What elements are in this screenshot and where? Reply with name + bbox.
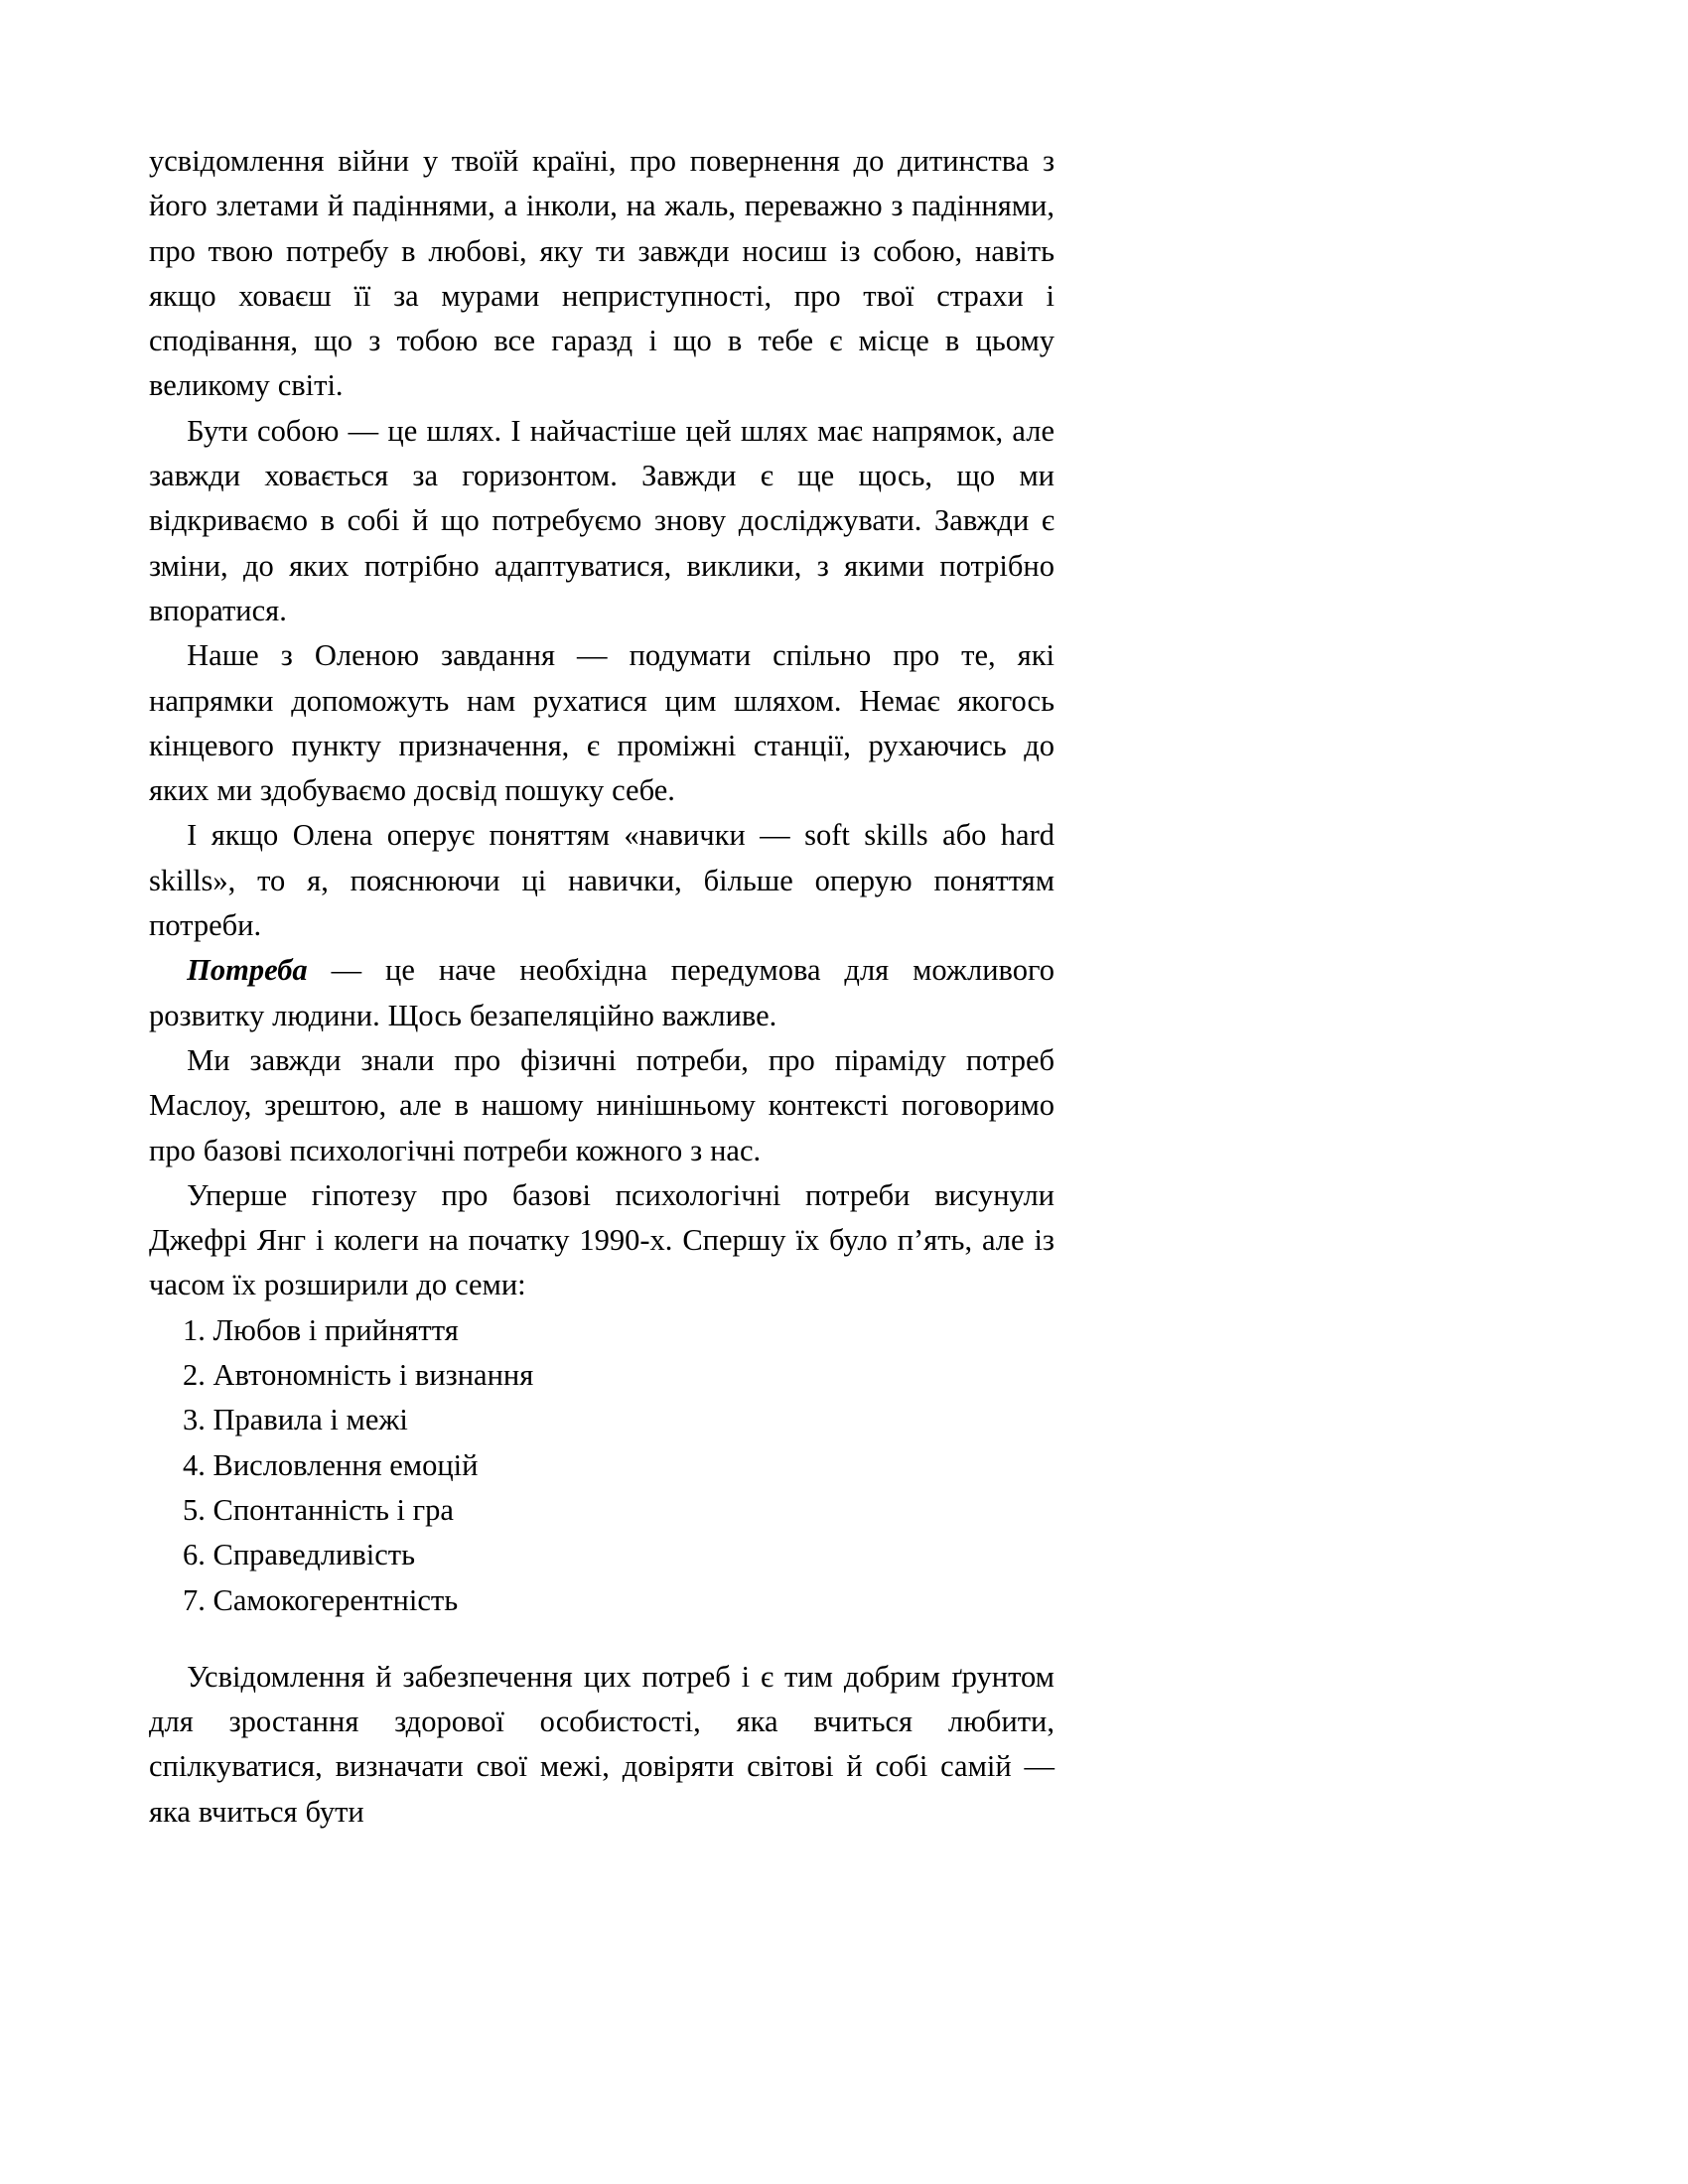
paragraph-skills: І якщо Олена оперує поняттям «навички — soft skills або hard skills», то я, пояснюючи ці навички, більше оперую поняттям потреби. <box>149 818 1055 943</box>
paragraph-closing: Усвідомлення й забезпечення цих потреб і є тим добрим ґрунтом для зростання здорової особистості, яка вчиться любити, спілкуватися, визначати свої межі, довіряти світові й собі самій — яка вчиться бути <box>149 1659 1055 1829</box>
list-item-number: 2. <box>183 1358 206 1393</box>
list-item-label: Висловлення емоцій <box>212 1447 479 1482</box>
basic-needs-list <box>149 1308 1055 1623</box>
list-item <box>183 1398 1055 1442</box>
list-item-label: Правила і межі <box>212 1403 408 1437</box>
list-item-label: Самокогерентність <box>212 1582 459 1617</box>
list-item <box>183 1308 1055 1353</box>
term-need: Потреба <box>187 953 308 988</box>
paragraph-our-task: Наше з Оленою завдання — подумати спільно про те, які напрямки допоможуть нам рухатися цим шляхом. Немає якогось кінцевого пункту призначення, є проміжні станції, рухаючись до яких ми здобуваємо досвід пошуку себе. <box>149 638 1055 808</box>
paragraph-physical-needs: Ми завжди знали про фізичні потреби, про піраміду потреб Маслоу, зрештою, але в нашому нинішньому контексті поговоримо про базові психологічні потреби кожного з нас. <box>149 1042 1055 1167</box>
list-item-label: Автономність і визнання <box>212 1358 534 1393</box>
list-spacer <box>149 1623 1055 1655</box>
list-item-number: 5. <box>183 1492 206 1527</box>
paragraph-need-definition <box>149 948 1055 1038</box>
list-item <box>183 1488 1055 1533</box>
text-column <box>149 139 1055 1835</box>
list-item <box>183 1443 1055 1488</box>
list-item-number: 6. <box>183 1538 206 1572</box>
list-item <box>183 1353 1055 1398</box>
paragraph-continuation: усвідомлення війни у твоїй країні, про повернення до дитинства з його злетами й падіннями, а інколи, на жаль, переважно з падіннями, про твою потребу в любові, яку ти завжди носиш із собою, навіть якщо ховаєш її за мурами неприступності, про твої страхи і сподівання, що з тобою все гаразд і що в тебе є місце в цьому великому світі. <box>149 144 1055 403</box>
list-item-number: 1. <box>183 1312 206 1347</box>
list-item-number: 3. <box>183 1403 206 1437</box>
term-definition-text: — це наче необхідна передумова для можливого розвитку людини. Щось безапеляційно важливе. <box>149 953 1055 1032</box>
list-item <box>183 1533 1055 1577</box>
list-item <box>183 1578 1055 1623</box>
paragraph-hypothesis: Уперше гіпотезу про базові психологічні потреби висунули Джефрі Янг і колеги на початку 1990-х. Спершу їх було п’ять, але із часом їх розширили до семи: <box>149 1177 1055 1302</box>
paragraph-being-yourself: Бути собою — це шлях. І найчастіше цей шлях має напрямок, але завжди ховається за горизонтом. Завжди є ще щось, що ми відкриваємо в собі й що потребуємо знову досліджувати. Завжди є зміни, до яких потрібно адаптуватися, виклики, з якими потрібно впоратися. <box>149 413 1055 627</box>
list-item-label: Любов і прийняття <box>212 1312 459 1347</box>
list-item-number: 7. <box>183 1582 206 1617</box>
list-item-label: Спонтанність і гра <box>212 1492 454 1527</box>
list-item-number: 4. <box>183 1447 206 1482</box>
list-item-label: Справедливість <box>212 1538 416 1572</box>
